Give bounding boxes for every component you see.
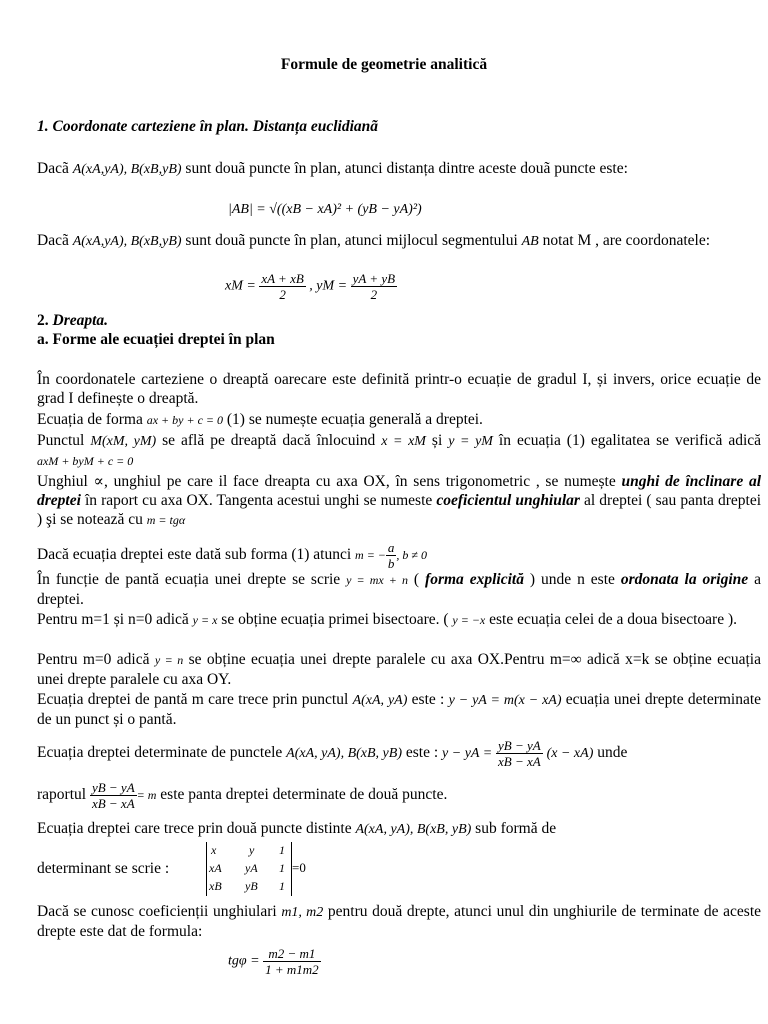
points-ab: A(xA,yA), B(xB,yB) — [72, 162, 182, 177]
paragraph-general: În coordonatele carteziene o dreaptă oarecare este definită printr-o ecuație de gradul I, și invers, orice ecuație de grad I definește o dreaptă. — [37, 371, 761, 407]
distance-formula: |AB| = √((xB − xA)² + (yB − yA)²) — [228, 202, 422, 217]
distance-paragraph: Dacã A(xA,yA), B(xB,yB) sunt douã puncte în plan, atunci distanța dintre aceste douã puncte este: — [37, 160, 628, 177]
paragraph-two-points: Ecuația dreptei determinate de punctele A(xA, yA), B(xB, yB) este : y − yA = $\frac{yB - yA}{xB - xA}$ (x − xA) unde — [37, 738, 628, 769]
paragraph-slope-ratio: raportul $\frac{yB - yA}{xB - xA}$ = m este panta dreptei determinate de două puncte. — [37, 780, 448, 811]
paragraph-determinant: Ecuația dreptei care trece prin două puncte distinte A(xA, yA), B(xB, yB) sub formă de — [37, 820, 557, 837]
determinant-label: determinant se scrie : — [37, 860, 170, 877]
page-title: Formule de geometrie analitică — [280, 56, 488, 73]
paragraph-angle: Dacă se cunosc coeficienții unghiulari m1, m2 pentru două drepte, atunci unul din unghiurile de terminate de aceste drepte este dat de formula: — [37, 903, 761, 940]
angle-formula: tgφ = $\frac{m2 - m1}{1 + m1m2}$ — [228, 946, 319, 977]
section-2a-heading: a. Forme ale ecuației dreptei în plan — [37, 331, 275, 348]
paragraph-slope-from-general: Dacă ecuația dreptei este dată sub forma (1) atunci m = − $\frac{a}{b}$ , b ≠ 0 — [37, 540, 427, 571]
midpoint-formula: xM = $\frac{xA + xB}{2}$ , yM = $\frac{yA + yB}{2}$ — [225, 271, 396, 302]
paragraph-point-on-line: Punctul M(xM, yM) se află pe dreaptă dacă înlocuind x = xM și y = yM în ecuația (1) egalitatea se verifică adică axM + byM + c = 0 — [37, 432, 762, 468]
paragraph-point-slope: Ecuația dreptei de pantă m care trece prin punctul A(xA, yA) este : y − yA = m(x − xA) ecuația unei drepte determinate de un punct și o pantă. — [37, 691, 762, 728]
paragraph-general-equation: Ecuația de forma ax + by + c = 0 (1) se numește ecuația generală a dreptei. — [37, 411, 483, 428]
determinant-matrix: x y 1 xA yA 1 xB yB 1 — [206, 842, 292, 896]
section-1-heading: 1. Coordonate carteziene în plan. Distanța euclidianã — [37, 118, 379, 135]
paragraph-explicit-form: În funcție de pantă ecuația unei drepte se scrie y = mx + n ( forma explicită ) unde n este ordonata la origine a dreptei. — [37, 571, 762, 608]
determinant-equals: =0 — [292, 860, 306, 875]
section-2-heading: 2. Dreapta. — [37, 312, 109, 329]
midpoint-paragraph: Dacã A(xA,yA), B(xB,yB) sunt douã puncte în plan, atunci mijlocul segmentului AB notat M , are coordonatele: — [37, 232, 711, 249]
paragraph-parallel: Pentru m=0 adică y = n se obține ecuația unei drepte paralele cu axa OX.Pentru m=∞ adică x=k se obține ecuația unei drepte paralele cu axa OY. — [37, 651, 761, 688]
paragraph-bisectors: Pentru m=1 și n=0 adică y = x se obține ecuația primei bisectoare. ( y = −x este ecuația celei de a doua bisectoare ). — [37, 611, 737, 628]
paragraph-slope: Unghiul ∝, unghiul pe care il face dreapta cu axa OX, în sens trigonometric , se numește unghi de înclinare al dreptei în raport cu axa OX. Tangenta acestui unghi se numeste coeficientul unghiular al dreptei ( sau panta dreptei ) şi se notează cu m = tgα — [37, 473, 762, 528]
